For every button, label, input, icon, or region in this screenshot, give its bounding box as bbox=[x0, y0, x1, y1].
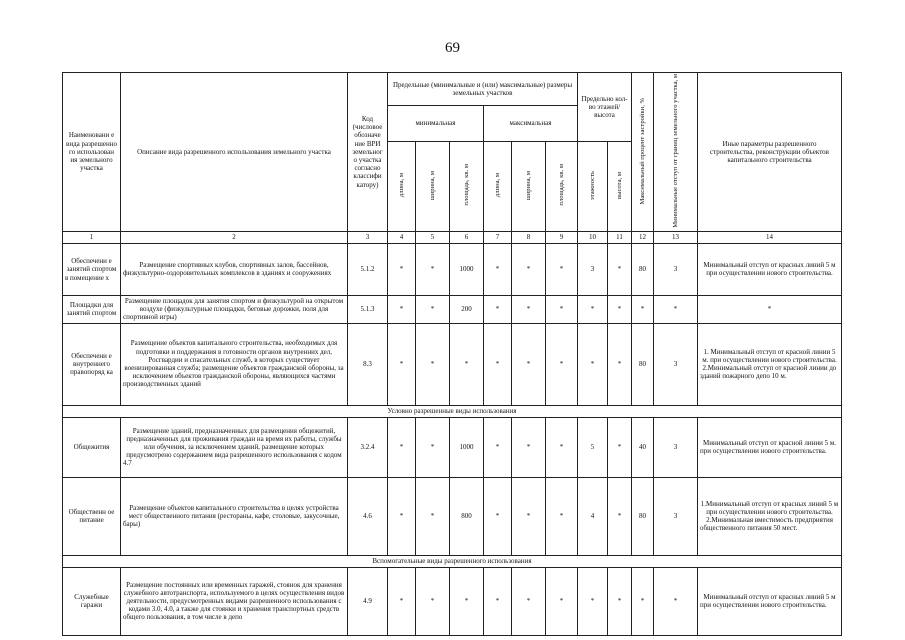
page-number: 69 bbox=[445, 40, 460, 56]
cell-value: * bbox=[608, 243, 632, 295]
section-row-conditional bbox=[63, 405, 842, 417]
table-row bbox=[63, 295, 842, 323]
cell-value: * bbox=[512, 477, 546, 555]
cell-value: 40 bbox=[632, 417, 654, 477]
cell-value: * bbox=[388, 417, 416, 477]
cell-value: * bbox=[608, 477, 632, 555]
cell-value: 3 bbox=[654, 477, 698, 555]
header-name: Наименовани е вида разрешенно го использован ия земельного участка bbox=[63, 73, 121, 232]
header-min-area: площадь, кв. м bbox=[450, 141, 484, 231]
cell-value: * bbox=[632, 295, 654, 323]
col-number: 9 bbox=[546, 231, 578, 243]
header-floors: этажность bbox=[578, 141, 608, 231]
section-title: Условно разрешенные виды использования bbox=[63, 405, 842, 417]
cell-value: * bbox=[388, 295, 416, 323]
section-title: Вспомогательные виды разрешенного использования bbox=[63, 555, 842, 567]
header-other-params: Иные параметры разрешенного строительства, реконструкции объектов капитального строительства bbox=[698, 73, 842, 232]
cell-value: * bbox=[546, 477, 578, 555]
table-row bbox=[63, 417, 842, 477]
cell-value: 80 bbox=[632, 243, 654, 295]
cell-value: * bbox=[512, 295, 546, 323]
col-number: 2 bbox=[121, 231, 348, 243]
cell-value: * bbox=[608, 417, 632, 477]
header-max-width: ширина, м bbox=[512, 141, 546, 231]
cell-value: * bbox=[512, 323, 546, 405]
use-description: Размещение объектов капитального строительства в целях устройства мест общественного питания (рестораны, кафе, столовые, закусочные, бары) bbox=[121, 477, 348, 555]
col-number: 3 bbox=[348, 231, 388, 243]
cell-value: * bbox=[416, 323, 450, 405]
cell-value: * bbox=[416, 295, 450, 323]
cell-value: * bbox=[654, 567, 698, 635]
header-min: минимальная bbox=[388, 106, 484, 142]
other-params: Минимальный отступ от красной линии 5 м. при осуществлении нового строительства. bbox=[698, 417, 842, 477]
use-description: Размещение спортивных клубов, спортивных залов, бассейнов, физкультурно-оздоровительных комплексов в зданиях и сооружениях bbox=[121, 243, 348, 295]
col-number: 11 bbox=[608, 231, 632, 243]
use-name: Обеспечени е занятий спортом в помещение х bbox=[63, 243, 121, 295]
other-params: * bbox=[698, 295, 842, 323]
cell-value: * bbox=[484, 567, 512, 635]
cell-value: * bbox=[416, 417, 450, 477]
cell-value: * bbox=[546, 243, 578, 295]
cell-value: * bbox=[484, 323, 512, 405]
column-numbers-row bbox=[63, 231, 842, 243]
cell-value: 800 bbox=[450, 477, 484, 555]
header-height: высота, м bbox=[608, 141, 632, 231]
cell-value: * bbox=[608, 323, 632, 405]
cell-value: 5 bbox=[578, 417, 608, 477]
header-max: максимальная bbox=[484, 106, 578, 142]
other-params: Минимальный отступ от красных линий 5 м при осуществлении нового строительства. bbox=[698, 243, 842, 295]
cell-value: 3 bbox=[654, 243, 698, 295]
cell-value: * bbox=[608, 295, 632, 323]
use-name: Общественн ое питание bbox=[63, 477, 121, 555]
cell-value: * bbox=[608, 567, 632, 635]
use-code: 4.6 bbox=[348, 477, 388, 555]
cell-value: 4 bbox=[578, 477, 608, 555]
section-row-auxiliary bbox=[63, 555, 842, 567]
cell-value: * bbox=[416, 567, 450, 635]
cell-value: * bbox=[512, 567, 546, 635]
header-min-length: длина, м bbox=[388, 141, 416, 231]
cell-value: * bbox=[416, 243, 450, 295]
col-number: 10 bbox=[578, 231, 608, 243]
cell-value: * bbox=[484, 243, 512, 295]
header-max-length: длина, м bbox=[484, 141, 512, 231]
col-number: 13 bbox=[654, 231, 698, 243]
cell-value: 80 bbox=[632, 477, 654, 555]
use-code: 5.1.2 bbox=[348, 243, 388, 295]
header-size-group: Предельные (минимальные и (или) максимальные) размеры земельных участков bbox=[388, 73, 578, 106]
use-description: Размещение зданий, предназначенных для размещения общежитий, предназначенных для проживания граждан на время их работы, службы или обучения, за исключением зданий, размещение которых предусмотрено содержанием вида разрешенного использования с кодом 4.7 bbox=[121, 417, 348, 477]
cell-value: * bbox=[388, 567, 416, 635]
col-number: 7 bbox=[484, 231, 512, 243]
table-row bbox=[63, 323, 842, 405]
cell-value: * bbox=[546, 295, 578, 323]
cell-value: * bbox=[388, 323, 416, 405]
use-name: Площадки для занятий спортом bbox=[63, 295, 121, 323]
header-min-width: ширина, м bbox=[416, 141, 450, 231]
cell-value: 3 bbox=[578, 243, 608, 295]
cell-value: * bbox=[632, 567, 654, 635]
cell-value: 3 bbox=[654, 417, 698, 477]
table-row bbox=[63, 477, 842, 555]
col-number: 1 bbox=[63, 231, 121, 243]
cell-value: * bbox=[388, 477, 416, 555]
col-number: 12 bbox=[632, 231, 654, 243]
cell-value: * bbox=[388, 243, 416, 295]
cell-value: * bbox=[578, 295, 608, 323]
cell-value: * bbox=[484, 417, 512, 477]
cell-value: 80 bbox=[632, 323, 654, 405]
use-name: Служебные гаражи bbox=[63, 567, 121, 635]
header-height-group: Предельно кол-во этажей/ высота bbox=[578, 73, 632, 142]
use-code: 3.2.4 bbox=[348, 417, 388, 477]
other-params: Минимальный отступ от красных линий 5 м при осуществлении нового строительства. bbox=[698, 567, 842, 635]
cell-value: * bbox=[416, 477, 450, 555]
cell-value: * bbox=[654, 295, 698, 323]
col-number: 8 bbox=[512, 231, 546, 243]
cell-value: 3 bbox=[654, 323, 698, 405]
col-number: 4 bbox=[388, 231, 416, 243]
cell-value: * bbox=[450, 567, 484, 635]
other-params: 1.Минимальный отступ от красных линий 5 м при осуществлении нового строительства. 2.Минимальная вместимость предприятия общественного питания 50 мест. bbox=[698, 477, 842, 555]
table-row bbox=[63, 567, 842, 635]
use-description: Размещение постоянных или временных гаражей, стоянок для хранения служебного автотранспорта, используемого в целях осуществления видов деятельности, предусмотренных видами разрешенного использования с кодами 3.0, 4.0, а также для стоянки и хранения транспортных средств общего пользования, в том числе в депо bbox=[121, 567, 348, 635]
cell-value: * bbox=[546, 323, 578, 405]
cell-value: * bbox=[546, 417, 578, 477]
header-min-setback: Минимальные отступ от границ земельного участка, м bbox=[654, 73, 698, 232]
cell-value: * bbox=[450, 323, 484, 405]
col-number: 6 bbox=[450, 231, 484, 243]
cell-value: * bbox=[578, 323, 608, 405]
col-number: 5 bbox=[416, 231, 450, 243]
header-max-area: площадь, кв. м bbox=[546, 141, 578, 231]
table-row bbox=[63, 243, 842, 295]
header-description: Описание вида разрешенного использования земельного участка bbox=[121, 73, 348, 232]
use-description: Размещение объектов капитального строительства, необходимых для подготовки и поддержания в готовности органов внутренних дел, Росгвардии и спасательных служб, в которых существует военизированная служба; размещение объектов гражданской обороны, за исключением объектов гражданской обороны, являющихся частями производственных зданий bbox=[121, 323, 348, 405]
use-name: Обеспечени е внутреннего правопоряд ка bbox=[63, 323, 121, 405]
cell-value: * bbox=[512, 243, 546, 295]
other-params: 1. Минимальный отступ от красной линии 5 м. при осуществлении нового строительства. 2.Минимальный отступ от красной линии до зданий пожарного депо 10 м. bbox=[698, 323, 842, 405]
cell-value: * bbox=[546, 567, 578, 635]
cell-value: 1000 bbox=[450, 243, 484, 295]
cell-value: * bbox=[578, 567, 608, 635]
cell-value: * bbox=[512, 417, 546, 477]
use-description: Размещение площадок для занятия спортом и физкультурой на открытом воздухе (физкультурные площадки, беговые дорожки, поля для спортивной игры) bbox=[121, 295, 348, 323]
cell-value: * bbox=[484, 295, 512, 323]
header-code: Код (числовое обозначе ние ВРИ земельног о участка согласно классифи катору) bbox=[348, 73, 388, 232]
cell-value: * bbox=[484, 477, 512, 555]
cell-value: 200 bbox=[450, 295, 484, 323]
cell-value: 1000 bbox=[450, 417, 484, 477]
use-code: 8.3 bbox=[348, 323, 388, 405]
use-code: 5.1.3 bbox=[348, 295, 388, 323]
use-name: Общежития bbox=[63, 417, 121, 477]
land-use-table bbox=[62, 72, 842, 636]
col-number: 14 bbox=[698, 231, 842, 243]
header-build-percent: Максимальный процент застройки, % bbox=[632, 73, 654, 232]
use-code: 4.9 bbox=[348, 567, 388, 635]
